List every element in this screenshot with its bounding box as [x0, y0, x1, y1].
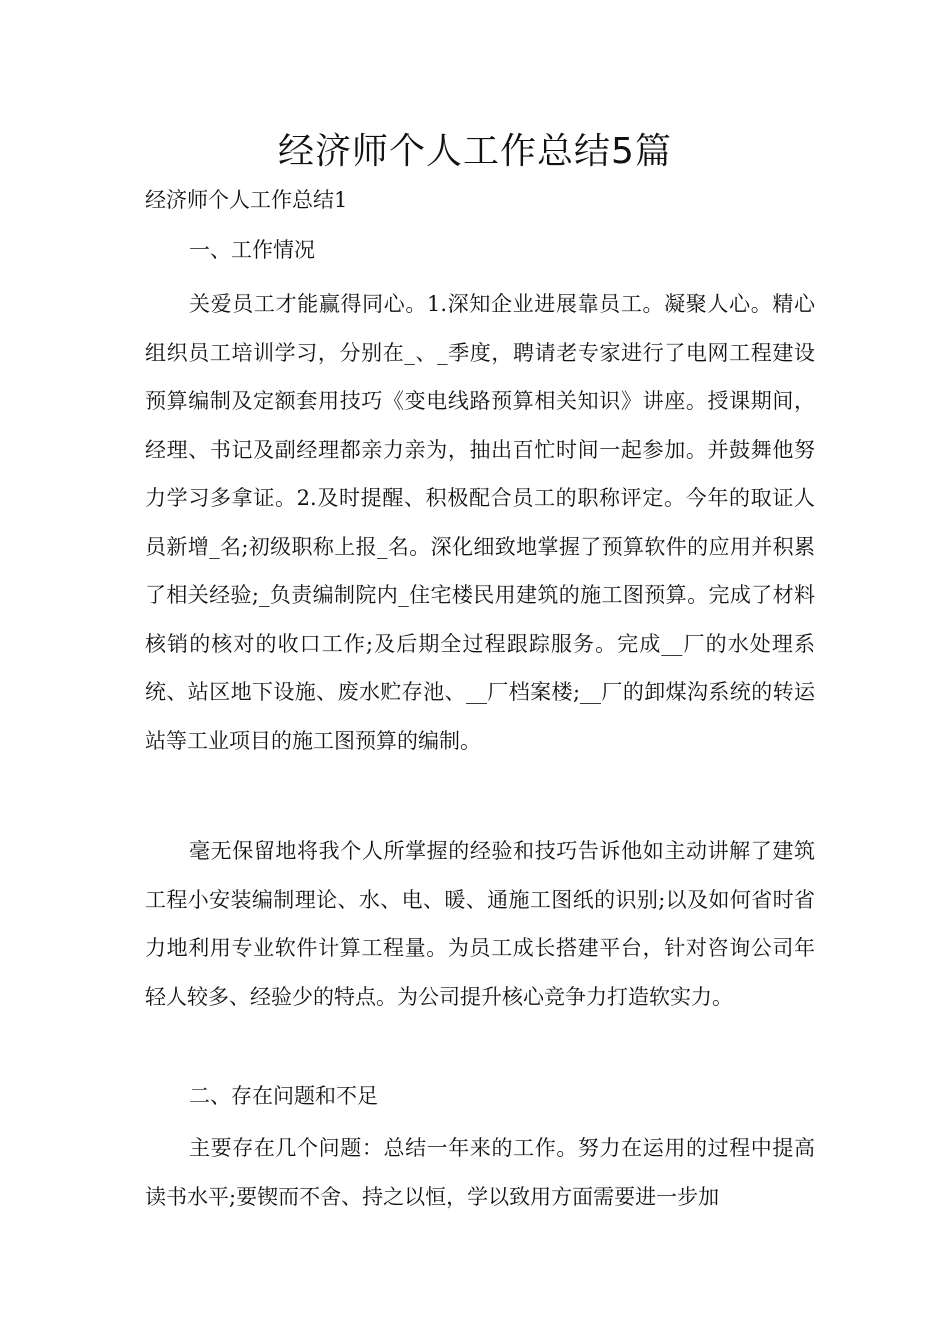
- paragraph-work-status: 关爱员工才能赢得同心。1.深知企业进展靠员工。凝聚人心。精心组织员工培训学习，分别在_、_季度，聘请老专家进行了电网工程建设预算编制及定额套用技巧《变电线路预算相关知识》讲座。授课期间，经理、书记及副经理都亲力亲为，抽出百忙时间一起参加。并鼓舞他努力学习多拿证。2.及时提醒、积极配合员工的职称评定。今年的取证人员新增_名;初级职称上报_名。深化细致地掌握了预算软件的应用并积累了相关经验;_负责编制院内_住宅楼民用建筑的施工图预算。完成了材料核销的核对的收口工作;及后期全过程跟踪服务。完成__厂的水处理系统、站区地下设施、废水贮存池、__厂档案楼;__厂的卸煤沟系统的转运站等工业项目的施工图预算的编制。: [145, 292, 815, 753]
- paragraph-problems: 主要存在几个问题：总结一年来的工作。努力在运用的过程中提高读书水平;要锲而不舍、持之以恒，学以致用方面需要进一步加: [145, 1136, 815, 1209]
- document-title: 经济师个人工作总结5篇: [278, 131, 672, 172]
- paragraph-experience-sharing: 毫无保留地将我个人所掌握的经验和技巧告诉他如主动讲解了建筑工程小安装编制理论、水、电、暖、通施工图纸的识别;以及如何省时省力地利用专业软件计算工程量。为员工成长搭建平台，针对咨询公司年轻人较多、经验少的特点。为公司提升核心竞争力打造软实力。: [145, 839, 815, 1009]
- section-heading-problems: 二、存在问题和不足: [189, 1084, 378, 1108]
- section-heading-work-status: 一、工作情况: [189, 238, 315, 262]
- document-subtitle: 经济师个人工作总结1: [145, 188, 348, 212]
